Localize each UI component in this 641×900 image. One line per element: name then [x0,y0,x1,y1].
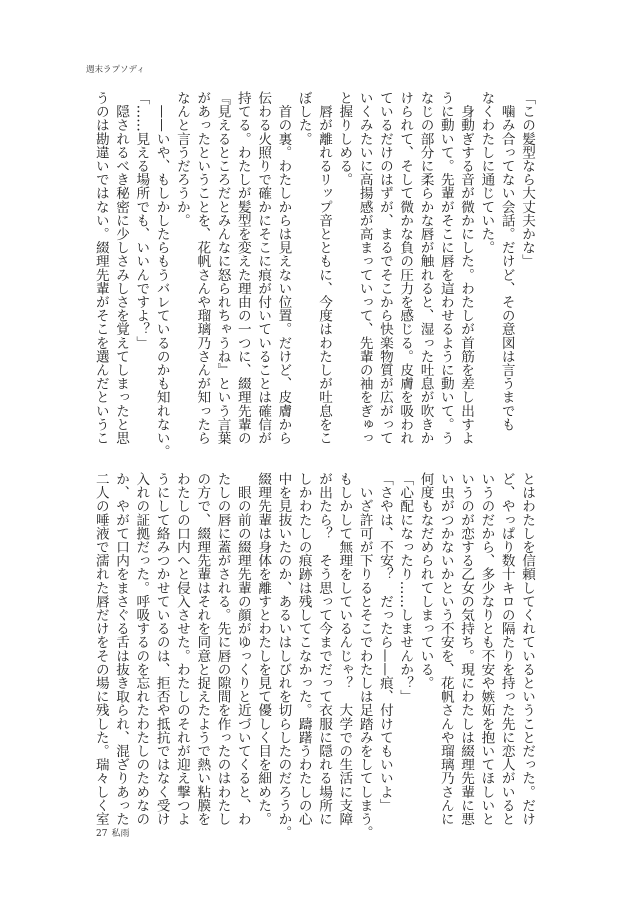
text-line: 『見えるところだとみんなに怒られちゃうね』という言葉 [214,91,231,445]
text-line: があったということを、花帆さんや瑠璃乃さんが知ったら [194,91,211,445]
text-line: うにして絡みつかせているのは、拒否や抵抗ではなく受け [153,472,170,826]
text-line: 噛み合ってない会話。だけど、その意図は言うまでも [498,91,515,431]
text-line: いうのだから、多少なりとも不安や嫉妬を抱いてほしいと [478,472,495,826]
text-line: 二人の唾液で濡れた唇だけをその場に残した。瑞々しく室 [92,472,109,826]
text-line: 唇が離れるリップ音とともに、今度はわたしが吐息をこ [316,91,333,445]
text-line: の方で、綴理先輩はそれを同意と捉えたようで熱い粘膜を [194,472,211,826]
text-line: い虫がつかないかという不安を、花帆さんや瑠璃乃さんに [437,472,454,826]
text-line: いくみたいに高揚感が高まっていって、先輩の袖をぎゅっ [356,91,373,445]
chapter-title: 私雨 [111,829,130,839]
running-header: 週末ラプソディ [86,65,145,75]
text-line: けられて、そして微かな負の圧力を感じる。皮膚を吸われ [397,91,414,445]
page-number: 27 [96,829,108,839]
text-line: とはわたしを信頼してくれているということだった。だけ [519,472,535,826]
text-line: ——いや、もしかしたらもうバレているのかも知れない。 [153,91,170,459]
text-line: が出たら？ そう思って今までだって衣服に隠れる場所に [316,472,333,826]
text-line: と握りしめる。 [336,91,353,187]
text-line: 何度もなだめられてしまっている。 [417,472,434,690]
text-line: たしの唇に蓋がされる。先に唇の隙間を作ったのはわたし [214,472,231,826]
text-line: なんと言うだろうか。 [173,91,190,227]
text-line: 「……見える場所でも、いいんですよ？」 [133,91,150,350]
text-line: 隠されるべき秘密に少しさみしさを覚えてしまったと思 [113,91,130,445]
text-line: いうのが恋する乙女の気持ち。現にわたしは綴理先輩に悪 [458,472,475,826]
text-line: なくわたしに通じていた。 [478,91,495,255]
text-line: しかわたしの痕跡は残してこなかった。躊躇うわたしの心 [295,472,312,826]
text-line: いざ許可が下りるとそこでわたしは足踏みをしてしまう。 [356,472,373,840]
text-line: 首の裏。わたしからは見えない位置。だけど、皮膚から [275,91,292,445]
text-line: もしかして無理をしているんじゃ？ 大学での生活に支障 [336,472,353,826]
upper-text-block [90,91,537,463]
text-line: 眼の前の綴理先輩の顔がゆっくりと近づいてくると、わ [234,472,251,826]
text-line: 身動ぎする音が微かにした。わたしが首筋を差し出すよ [458,91,475,445]
text-line: 入れの証拠だった。呼吸するのを忘れたわたしのためなの [133,472,150,826]
text-line: うのは勘違いではない。綴理先輩がそこを選んだというこ [92,91,109,445]
text-line: 「さやは、不安？ だったら——痕、付けてもいいよ」 [376,472,393,812]
text-line: 「この髪型なら大丈夫かな」 [519,91,535,268]
text-line: ているだけのはずが、まるでそこから快楽物質が広がって [376,91,393,445]
text-line: 伝わる火照りで確かにそこに痕が付いていることは確信が [255,91,272,445]
page-footer [96,828,129,840]
text-line: うに動いて。先輩がそこに唇を這わせるように動いて。う [437,91,454,445]
text-line: なじの部分に柔らかな唇が触れると、湿った吐息が吹きか [417,91,434,445]
text-line: ど、やっぱり数十キロの隔たりを持った先に恋人がいると [498,472,515,826]
text-line: 綴理先輩は身体を離すとわたしを見て優しく目を細めた。 [255,472,272,826]
text-line: 中を見抜いたのか、あるいはしびれを切らしたのだろうか。 [275,472,292,840]
text-line: 「心配になったり……しませんか？」 [397,472,414,704]
text-line: か、やがて口内をまさぐる舌は抜き取られ、混ざりあった [113,472,130,826]
lower-text-block [90,472,537,844]
text-line: ぼした。 [295,91,312,146]
text-line: 持てる。わたしが髪型を変えた理由の一つに、綴理先輩の [234,91,251,445]
text-line: わたしの口内へと侵入させた。わたしのそれが迎え撃つよ [173,472,190,826]
